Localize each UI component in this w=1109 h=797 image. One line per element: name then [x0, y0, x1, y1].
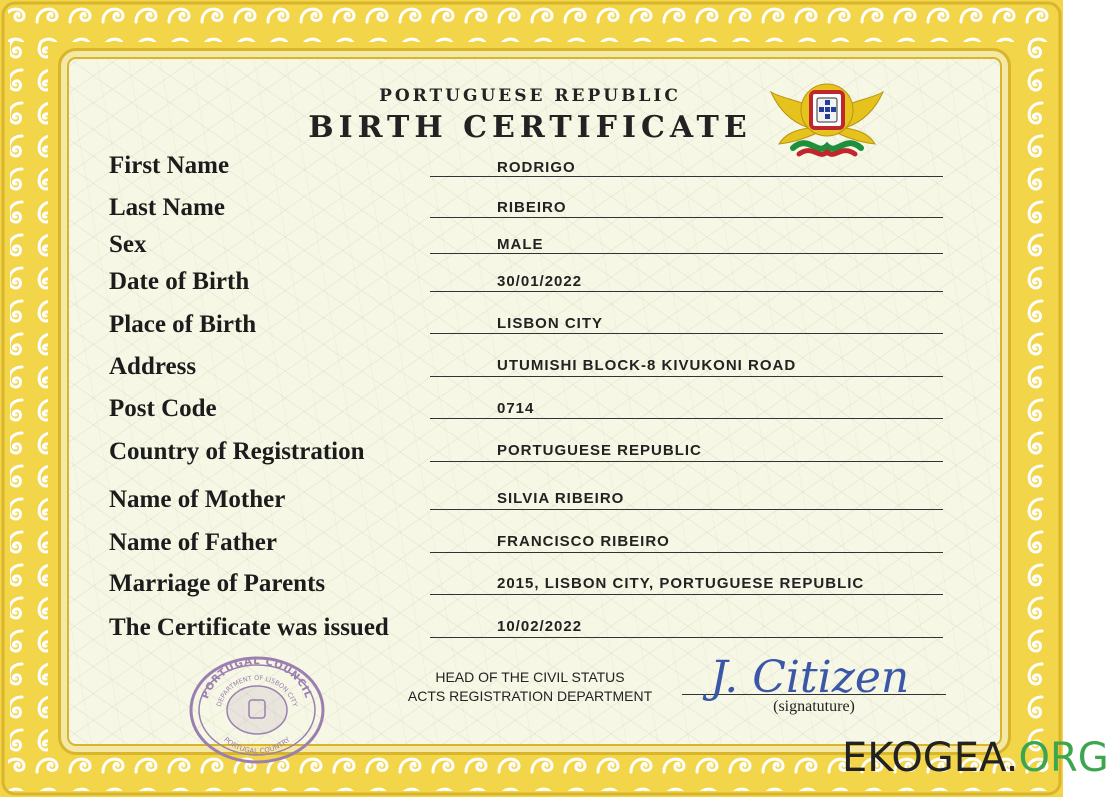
value-sex: MALE	[497, 236, 544, 253]
value-post-code: 0714	[497, 400, 535, 417]
field-line	[430, 176, 943, 177]
label-name-of-father: Name of Father	[109, 529, 277, 556]
field-line	[430, 253, 943, 254]
signature-caption: (signatuture)	[773, 698, 855, 715]
label-sex: Sex	[109, 231, 147, 258]
value-name-of-mother: SILVIA RIBEIRO	[497, 490, 625, 507]
republic-heading: PORTUGUESE REPUBLIC	[379, 86, 681, 106]
field-line	[430, 376, 943, 377]
signature-text: J. Citizen	[710, 652, 910, 703]
coat-of-arms-icon	[765, 70, 889, 162]
watermark-part-2: ORG	[1018, 735, 1109, 781]
label-marriage-of-parents: Marriage of Parents	[109, 570, 326, 597]
dept-line-1: HEAD OF THE CIVIL STATUS	[435, 669, 625, 685]
field-line	[430, 418, 943, 419]
issuing-department	[400, 668, 660, 706]
label-date-of-birth: Date of Birth	[109, 268, 250, 295]
value-place-of-birth: LISBON CITY	[497, 315, 604, 332]
stamp-text-inner: DEPARTMENT OF LISBON CITY	[214, 673, 300, 708]
field-line	[430, 333, 943, 334]
field-line	[430, 217, 943, 218]
stamp-text-top: PORTUGAL COUNCIL	[200, 655, 314, 701]
value-certificate-issued: 10/02/2022	[497, 618, 583, 635]
label-first-name: First Name	[109, 152, 230, 179]
value-first-name: RODRIGO	[497, 159, 576, 176]
label-last-name: Last Name	[109, 194, 225, 221]
value-address: UTUMISHI BLOCK-8 KIVUKONI ROAD	[497, 357, 797, 374]
dept-line-2: ACTS REGISTRATION DEPARTMENT	[407, 688, 653, 704]
value-marriage-of-parents: 2015, LISBON CITY, PORTUGUESE REPUBLIC	[497, 575, 865, 592]
value-country-of-registration: PORTUGUESE REPUBLIC	[497, 442, 702, 459]
watermark-part-1: EKOGEA.	[842, 735, 1019, 781]
value-name-of-father: FRANCISCO RIBEIRO	[497, 533, 670, 550]
label-country-of-registration: Country of Registration	[109, 438, 365, 465]
stamp-text-bottom: PORTUGAL COUNTRY	[222, 735, 292, 756]
svg-text:PORTUGAL COUNTRY	[222, 735, 292, 755]
label-name-of-mother: Name of Mother	[109, 486, 286, 513]
official-stamp-icon	[186, 654, 328, 766]
field-line	[430, 552, 943, 553]
label-post-code: Post Code	[109, 395, 217, 422]
label-place-of-birth: Place of Birth	[109, 311, 257, 338]
value-last-name: RIBEIRO	[497, 199, 567, 216]
field-line	[430, 509, 943, 510]
certificate-title: BIRTH CERTIFICATE	[308, 110, 752, 145]
label-certificate-issued: The Certificate was issued	[109, 614, 389, 641]
field-line	[430, 291, 943, 292]
value-date-of-birth: 30/01/2022	[497, 273, 583, 290]
field-line	[430, 637, 943, 638]
field-line	[430, 461, 943, 462]
site-watermark	[842, 734, 1109, 782]
label-address: Address	[109, 353, 197, 380]
field-line	[430, 594, 943, 595]
